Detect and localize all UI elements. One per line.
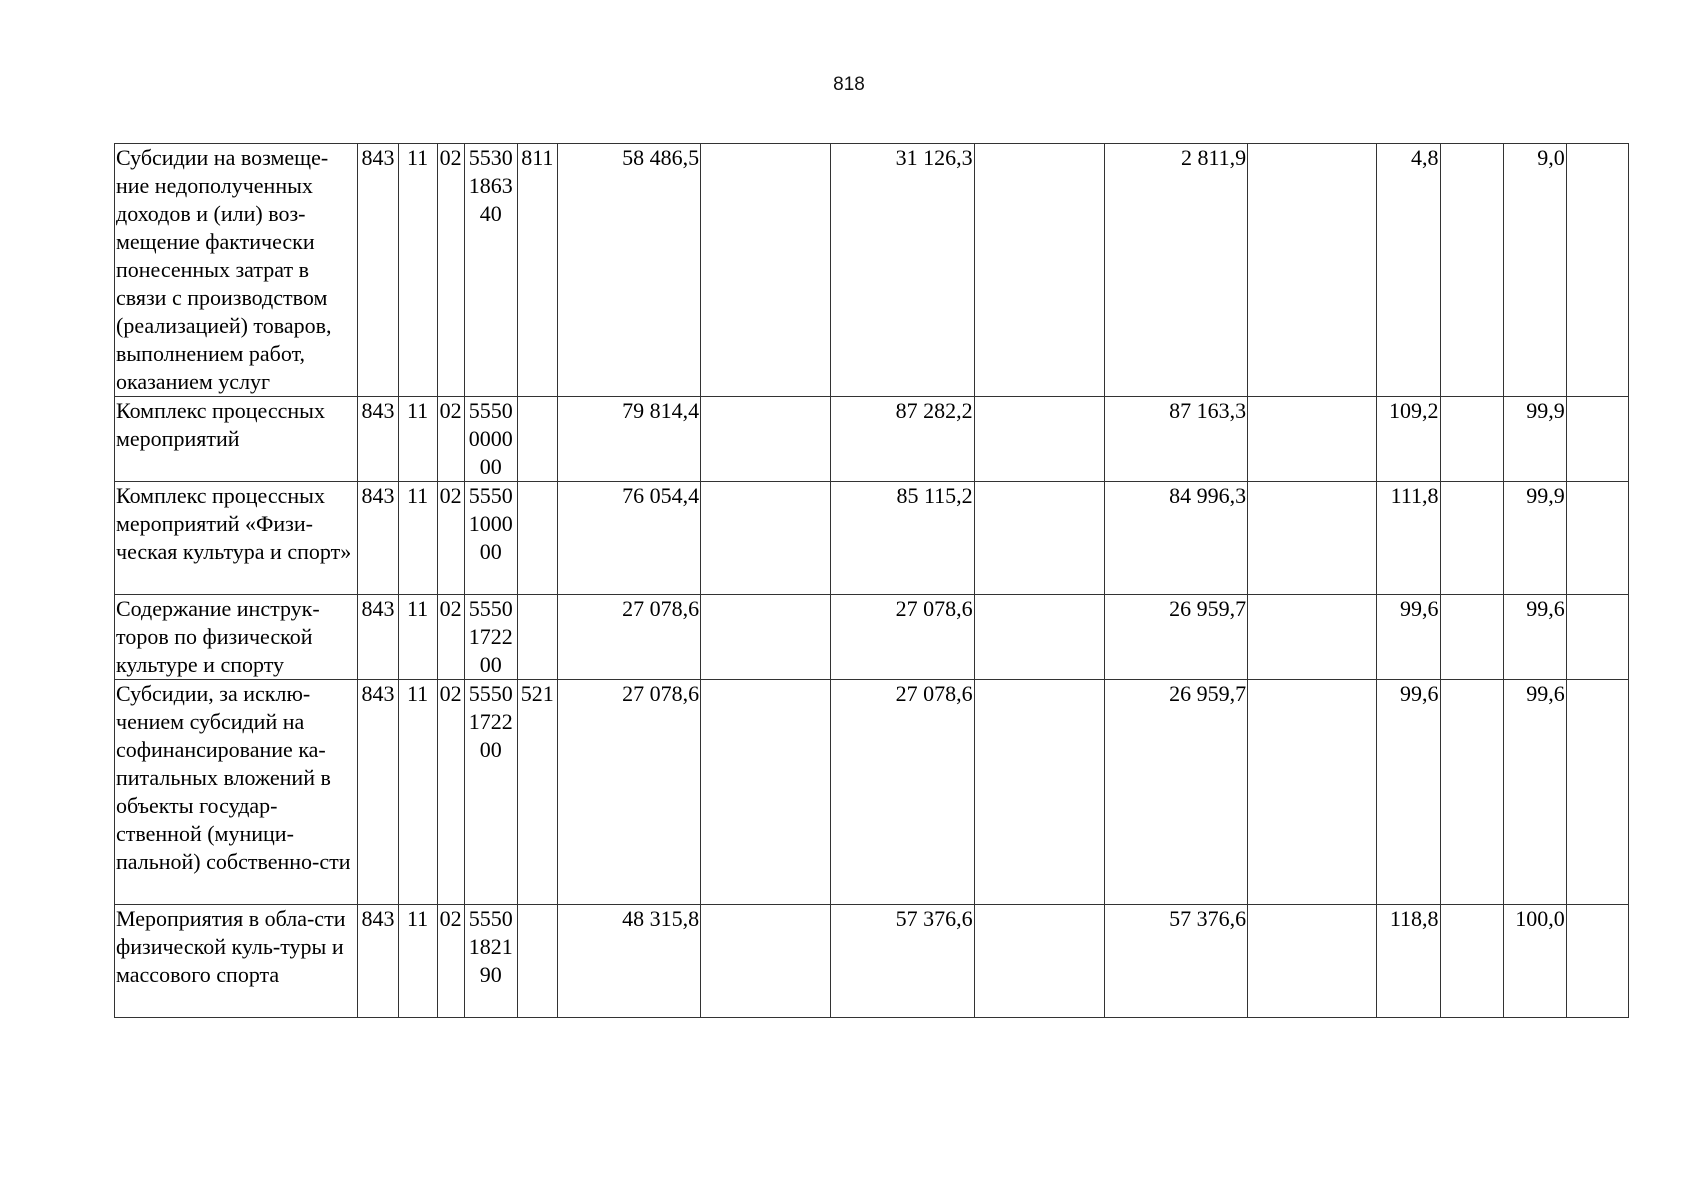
target-article-code: 5550000000 (464, 397, 517, 482)
value-3: 26 959,7 (1104, 595, 1247, 680)
target-article-code: 5550100000 (464, 482, 517, 595)
blank-cell (974, 680, 1104, 905)
blank-cell (974, 595, 1104, 680)
target-article-code: 5550172200 (464, 595, 517, 680)
row-name: Содержание инструк-торов по физической культуре и спорту (115, 595, 358, 680)
percent-1: 99,6 (1377, 680, 1440, 905)
blank-cell (1440, 595, 1503, 680)
blank-cell (1440, 905, 1503, 1018)
percent-1: 4,8 (1377, 144, 1440, 397)
percent-2: 9,0 (1503, 144, 1566, 397)
section-code: 11 (398, 905, 437, 1018)
table-row (115, 905, 1629, 1018)
percent-1: 109,2 (1377, 397, 1440, 482)
expense-type-code: 811 (517, 144, 557, 397)
blank-cell (1248, 680, 1377, 905)
section-code: 11 (398, 595, 437, 680)
blank-cell (1248, 397, 1377, 482)
blank-cell (1440, 144, 1503, 397)
blank-cell (1248, 144, 1377, 397)
table-row (115, 397, 1629, 482)
blank-cell (974, 482, 1104, 595)
blank-cell (701, 905, 831, 1018)
blank-cell (974, 905, 1104, 1018)
percent-2: 99,9 (1503, 397, 1566, 482)
subsection-code: 02 (437, 905, 464, 1018)
expense-type-code (517, 482, 557, 595)
section-code: 11 (398, 144, 437, 397)
blank-cell (1248, 482, 1377, 595)
value-2: 85 115,2 (831, 482, 974, 595)
value-3: 2 811,9 (1104, 144, 1247, 397)
section-code: 11 (398, 397, 437, 482)
subsection-code: 02 (437, 680, 464, 905)
row-name: Комплекс процессных мероприятий (115, 397, 358, 482)
target-article-code: 5530186340 (464, 144, 517, 397)
value-3: 87 163,3 (1104, 397, 1247, 482)
blank-cell (1566, 144, 1628, 397)
value-1: 48 315,8 (557, 905, 700, 1018)
percent-1: 118,8 (1377, 905, 1440, 1018)
table-row (115, 680, 1629, 905)
grbs-code: 843 (358, 144, 398, 397)
subsection-code: 02 (437, 397, 464, 482)
blank-cell (1566, 397, 1628, 482)
row-name: Комплекс процессных мероприятий «Физи-ческая культура и спорт» (115, 482, 358, 595)
value-1: 27 078,6 (557, 595, 700, 680)
page-number: 818 (833, 74, 865, 95)
value-1: 58 486,5 (557, 144, 700, 397)
percent-1: 111,8 (1377, 482, 1440, 595)
grbs-code: 843 (358, 595, 398, 680)
value-2: 87 282,2 (831, 397, 974, 482)
target-article-code: 5550172200 (464, 680, 517, 905)
expense-type-code: 521 (517, 680, 557, 905)
table-row (115, 482, 1629, 595)
blank-cell (701, 482, 831, 595)
blank-cell (701, 397, 831, 482)
blank-cell (1248, 905, 1377, 1018)
percent-2: 99,6 (1503, 680, 1566, 905)
value-1: 79 814,4 (557, 397, 700, 482)
blank-cell (701, 144, 831, 397)
subsection-code: 02 (437, 482, 464, 595)
percent-2: 100,0 (1503, 905, 1566, 1018)
value-3: 57 376,6 (1104, 905, 1247, 1018)
value-2: 57 376,6 (831, 905, 974, 1018)
expense-type-code (517, 595, 557, 680)
blank-cell (1566, 482, 1628, 595)
section-code: 11 (398, 482, 437, 595)
blank-cell (1566, 595, 1628, 680)
blank-cell (701, 680, 831, 905)
percent-1: 99,6 (1377, 595, 1440, 680)
budget-table (114, 143, 1629, 1018)
value-2: 31 126,3 (831, 144, 974, 397)
grbs-code: 843 (358, 482, 398, 595)
blank-cell (1566, 680, 1628, 905)
row-name: Субсидии, за исклю-чением субсидий на софинансирование ка-питальных вложений в объекты государ-ственной (муници-пальной) собственно-сти (115, 680, 358, 905)
blank-cell (1566, 905, 1628, 1018)
row-name: Мероприятия в обла-сти физической куль-туры и массового спорта (115, 905, 358, 1018)
section-code: 11 (398, 680, 437, 905)
value-1: 27 078,6 (557, 680, 700, 905)
grbs-code: 843 (358, 397, 398, 482)
percent-2: 99,6 (1503, 595, 1566, 680)
value-2: 27 078,6 (831, 680, 974, 905)
blank-cell (1440, 482, 1503, 595)
value-1: 76 054,4 (557, 482, 700, 595)
target-article-code: 5550182190 (464, 905, 517, 1018)
blank-cell (701, 595, 831, 680)
grbs-code: 843 (358, 905, 398, 1018)
blank-cell (974, 144, 1104, 397)
grbs-code: 843 (358, 680, 398, 905)
table-row (115, 595, 1629, 680)
blank-cell (974, 397, 1104, 482)
row-name: Субсидии на возмеще-ние недополученных доходов и (или) воз-мещение фактически понесенных затрат в связи с производством (реализацией) товаров, выполнением работ, оказанием услуг (115, 144, 358, 397)
percent-2: 99,9 (1503, 482, 1566, 595)
value-2: 27 078,6 (831, 595, 974, 680)
blank-cell (1248, 595, 1377, 680)
blank-cell (1440, 680, 1503, 905)
value-3: 26 959,7 (1104, 680, 1247, 905)
expense-type-code (517, 905, 557, 1018)
subsection-code: 02 (437, 595, 464, 680)
table-row (115, 144, 1629, 397)
budget-table-body (115, 144, 1629, 1018)
subsection-code: 02 (437, 144, 464, 397)
expense-type-code (517, 397, 557, 482)
value-3: 84 996,3 (1104, 482, 1247, 595)
blank-cell (1440, 397, 1503, 482)
